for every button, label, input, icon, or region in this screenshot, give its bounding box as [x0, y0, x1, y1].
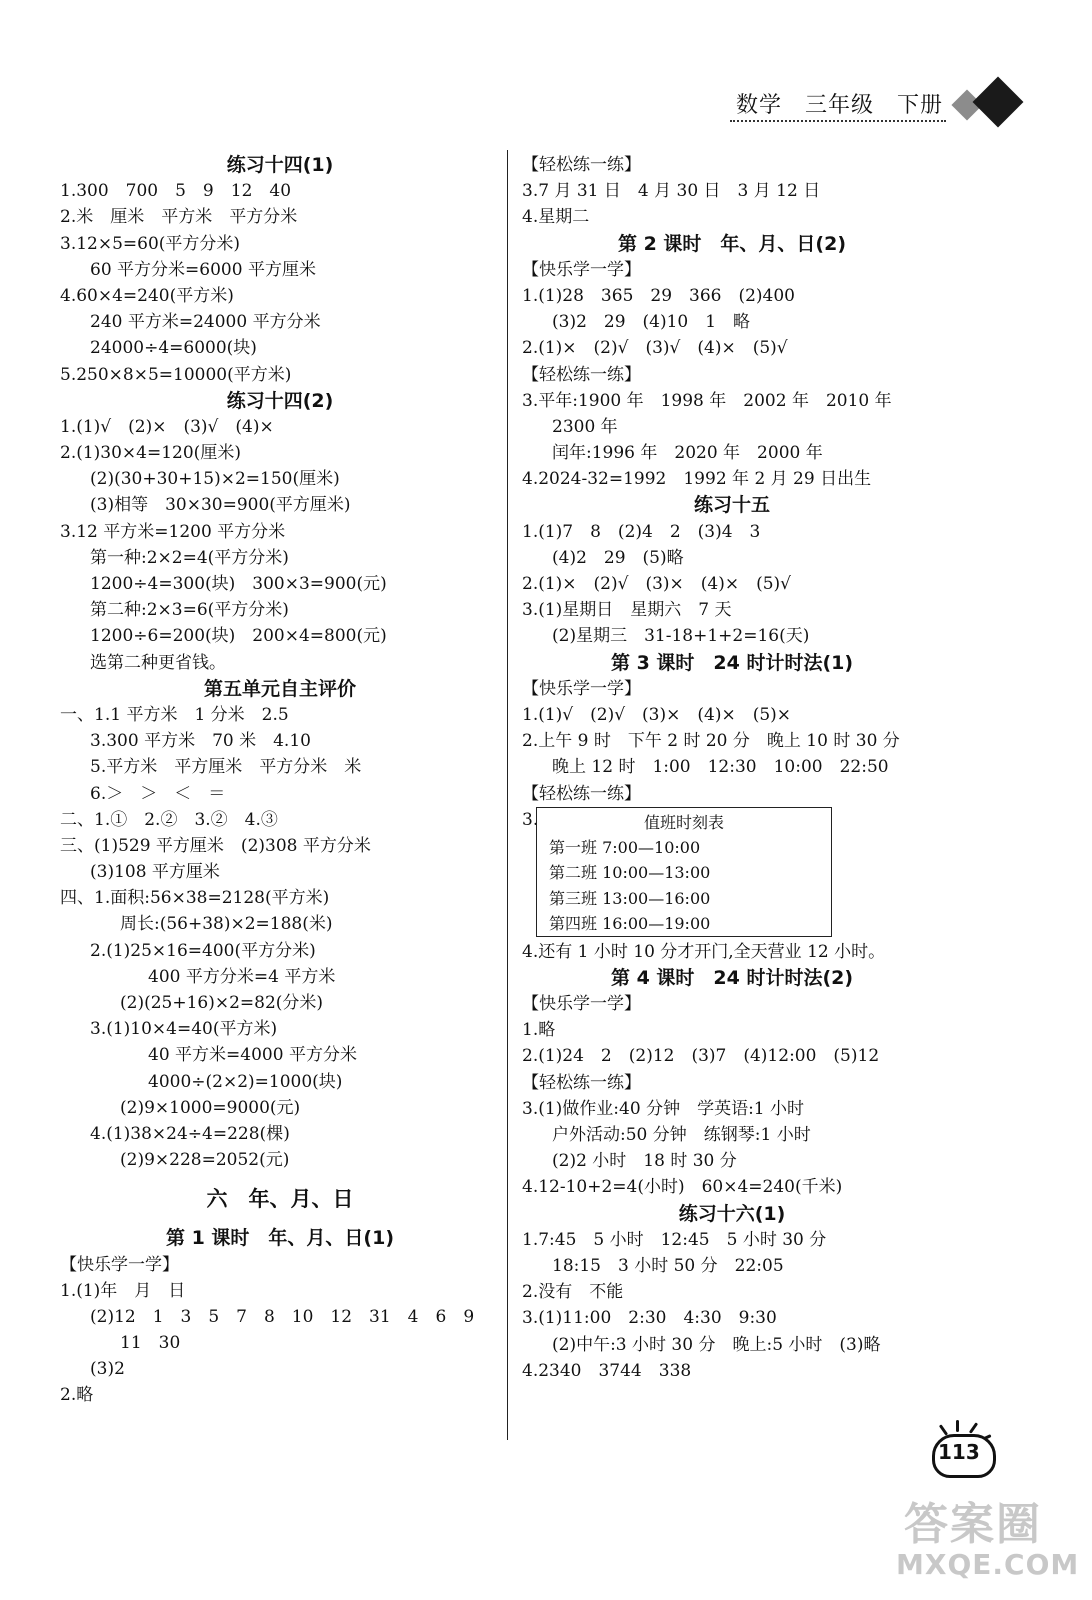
page-number-badge	[928, 1424, 990, 1474]
duty-table-row: 第二班 10:00—13:00	[549, 863, 711, 883]
header-dotted-rule	[730, 120, 946, 122]
answer-line: 3.平年:1900 年 1998 年 2002 年 2010 年	[522, 390, 892, 411]
answer-line: (3)2 29 (4)10 1 略	[552, 312, 751, 333]
right-column	[522, 152, 942, 1384]
answer-line: 1.300 700 5 9 12 40	[60, 181, 292, 202]
answer-line: 11 30	[120, 1333, 181, 1354]
answer-line: (2)(25+16)×2=82(分米)	[120, 993, 324, 1013]
answer-line: (3)2	[90, 1359, 125, 1380]
section-heading: 练习十六(1)	[678, 1202, 786, 1225]
section-heading: 第 4 课时 24 时计时法(2)	[610, 966, 854, 989]
answer-line: (2)星期三 31-18+1+2=16(天)	[552, 626, 810, 647]
answer-line: 2.略	[60, 1385, 94, 1406]
section-heading: 第 2 课时 年、月、日(2)	[617, 232, 847, 255]
answer-line: (2)9×228=2052(元)	[120, 1150, 290, 1171]
answer-line: 户外活动:50 分钟 练钢琴:1 小时	[552, 1125, 811, 1145]
exercise-tag: 【快乐学一学】	[522, 678, 641, 699]
duty-table	[536, 807, 832, 937]
page-header	[730, 86, 950, 126]
column-divider	[507, 150, 508, 1440]
answer-line: 2.(1)× (2)√ (3)√ (4)× (5)√	[522, 338, 788, 359]
answer-line: 1.(1)年 月 日	[60, 1280, 186, 1301]
section-heading: 第五单元自主评价	[203, 677, 356, 700]
answer-line: (2)2 小时 18 时 30 分	[552, 1151, 737, 1172]
exercise-tag: 【快乐学一学】	[522, 259, 641, 280]
answer-line: 4000÷(2×2)=1000(块)	[148, 1071, 343, 1092]
section-heading: 练习十四(1)	[226, 154, 334, 176]
answer-line: 周长:(56+38)×2=188(米)	[120, 914, 333, 935]
answer-line: 晚上 12 时 1:00 12:30 10:00 22:50	[552, 757, 889, 778]
duty-table-row: 第三班 13:00—16:00	[549, 888, 711, 908]
page-number: 113	[938, 1440, 980, 1464]
answer-line: 3.(1)星期日 星期六 7 天	[522, 600, 732, 621]
answer-line: 3.12×5=60(平方分米)	[60, 233, 241, 254]
exercise-tag: 【轻松练一练】	[522, 155, 641, 175]
left-column	[60, 152, 500, 1409]
section-heading: 第 1 课时 年、月、日(1)	[165, 1227, 395, 1250]
answer-line: (4)2 29 (5)略	[552, 547, 684, 568]
answer-line: 4.星期二	[522, 207, 590, 228]
answer-line: 1.7:45 5 小时 12:45 5 小时 30 分	[522, 1229, 827, 1250]
answer-line: 4.2340 3744 338	[522, 1360, 692, 1381]
duty-table-row: 第四班 16:00—19:00	[549, 914, 711, 934]
answer-line: 60 平方分米=6000 平方厘米	[90, 259, 316, 280]
right-column-bottom	[522, 939, 942, 1384]
exercise-tag: 【快乐学一学】	[522, 994, 641, 1015]
exercise-tag: 【轻松练一练】	[522, 783, 641, 804]
duty-table-block	[522, 807, 942, 939]
answer-line: 2.(1)25×16=400(平方分米)	[90, 940, 316, 961]
answer-line: 3.300 平方米 70 米 4.10	[90, 731, 311, 752]
answer-line: 6.＞ ＞ ＜ ＝	[90, 783, 226, 804]
duty-table-number: 3.	[522, 809, 539, 830]
diamond-black-icon	[973, 77, 1024, 128]
badge-ray-icon	[969, 1422, 978, 1434]
exercise-tag: 【轻松练一练】	[522, 364, 641, 385]
answer-line: 1.(1)√ (2)√ (3)× (4)× (5)×	[522, 704, 792, 725]
answer-line: 3.7 月 31 日 4 月 30 日 3 月 12 日	[522, 181, 821, 202]
answer-line: 1200÷6=200(块) 200×4=800(元)	[90, 626, 387, 647]
badge-ray-icon	[956, 1420, 959, 1432]
answer-line: 2.(1)30×4=120(厘米)	[60, 443, 241, 464]
answer-line: (3)108 平方厘米	[90, 862, 220, 883]
answer-line: 5.平方米 平方厘米 平方分米 米	[90, 757, 362, 778]
answer-line: 4.2024-32=1992 1992 年 2 月 29 日出生	[522, 469, 872, 490]
answer-line: 2.米 厘米 平方米 平方分米	[60, 207, 298, 228]
answer-line: (3)相等 30×30=900(平方厘米)	[90, 495, 351, 516]
answer-line: 40 平方米=4000 平方分米	[148, 1045, 357, 1066]
section-heading: 练习十五	[693, 494, 770, 517]
answer-line: 2.上午 9 时 下午 2 时 20 分 晚上 10 时 30 分	[522, 731, 900, 752]
answer-line: 4.60×4=240(平方米)	[60, 285, 234, 306]
duty-table-title: 值班时刻表	[643, 812, 724, 832]
watermark-url: MXQE.COM	[896, 1548, 1080, 1581]
answer-line: 2300 年	[552, 416, 618, 437]
answer-line: 24000÷4=6000(块)	[90, 338, 257, 359]
answer-line: 4.还有 1 小时 10 分才开门,全天营业 12 小时。	[522, 941, 886, 962]
answer-line: 400 平方分米=4 平方米	[148, 966, 336, 987]
answer-line: 一、1.1 平方米 1 分米 2.5	[60, 704, 289, 725]
answer-line: 3.(1)10×4=40(平方米)	[90, 1019, 278, 1040]
answer-line: (2)9×1000=9000(元)	[120, 1097, 301, 1118]
answer-line: 四、1.面积:56×38=2128(平方米)	[60, 888, 330, 909]
answer-line: 2.没有 不能	[522, 1282, 624, 1303]
answer-line: 1.略	[522, 1020, 556, 1041]
watermark	[896, 1488, 1086, 1588]
right-column-top	[522, 152, 942, 807]
answer-line: 4.(1)38×24÷4=228(棵)	[90, 1123, 290, 1144]
header-title: 数学 三年级 下册	[736, 93, 944, 118]
answer-line: 选第二种更省钱。	[90, 652, 226, 673]
answer-line: 3.12 平方米=1200 平方分米	[60, 521, 286, 542]
answer-line: 1200÷4=300(块) 300×3=900(元)	[90, 574, 387, 594]
answer-line: 240 平方米=24000 平方分米	[90, 312, 321, 333]
section-heading: 练习十四(2)	[226, 389, 334, 412]
answer-line: 1.(1)28 365 29 366 (2)400	[522, 285, 795, 306]
answer-line: 3.(1)11:00 2:30 4:30 9:30	[522, 1308, 777, 1329]
watermark-text: 答案圈	[904, 1499, 1042, 1550]
answer-line: 1.(1)√ (2)× (3)√ (4)×	[60, 416, 274, 437]
duty-table-row: 第一班 7:00—10:00	[549, 837, 701, 857]
answer-line: 三、(1)529 平方厘米 (2)308 平方分米	[60, 835, 371, 856]
answer-line: 2.(1)24 2 (2)12 (3)7 (4)12:00 (5)12	[522, 1046, 880, 1067]
answer-line: 第二种:2×3=6(平方分米)	[90, 600, 289, 621]
answer-line: 闰年:1996 年 2020 年 2000 年	[552, 443, 823, 464]
answer-line: 1.(1)7 8 (2)4 2 (3)4 3	[522, 521, 761, 542]
answer-line: 5.250×8×5=10000(平方米)	[60, 364, 292, 385]
answer-line: (2)12 1 3 5 7 8 10 12 31 4 6 9	[90, 1306, 475, 1327]
section-heading: 第 3 课时 24 时计时法(1)	[610, 651, 854, 674]
answer-line: (2)(30+30+15)×2=150(厘米)	[90, 469, 340, 490]
answer-line: 2.(1)× (2)√ (3)× (4)× (5)√	[522, 574, 792, 594]
answer-line: (2)中午:3 小时 30 分 晚上:5 小时 (3)略	[552, 1334, 881, 1355]
section-heading: 六 年、月、日	[206, 1187, 354, 1212]
answer-line: 二、1.① 2.② 3.② 4.③	[60, 809, 278, 830]
answer-line: 第一种:2×2=4(平方分米)	[90, 547, 289, 568]
answer-line: 4.12-10+2=4(小时) 60×4=240(千米)	[522, 1177, 843, 1198]
exercise-tag: 【快乐学一学】	[60, 1254, 179, 1275]
exercise-tag: 【轻松练一练】	[522, 1072, 641, 1093]
answer-line: 18:15 3 小时 50 分 22:05	[552, 1255, 784, 1276]
answer-line: 3.(1)做作业:40 分钟 学英语:1 小时	[522, 1098, 805, 1119]
